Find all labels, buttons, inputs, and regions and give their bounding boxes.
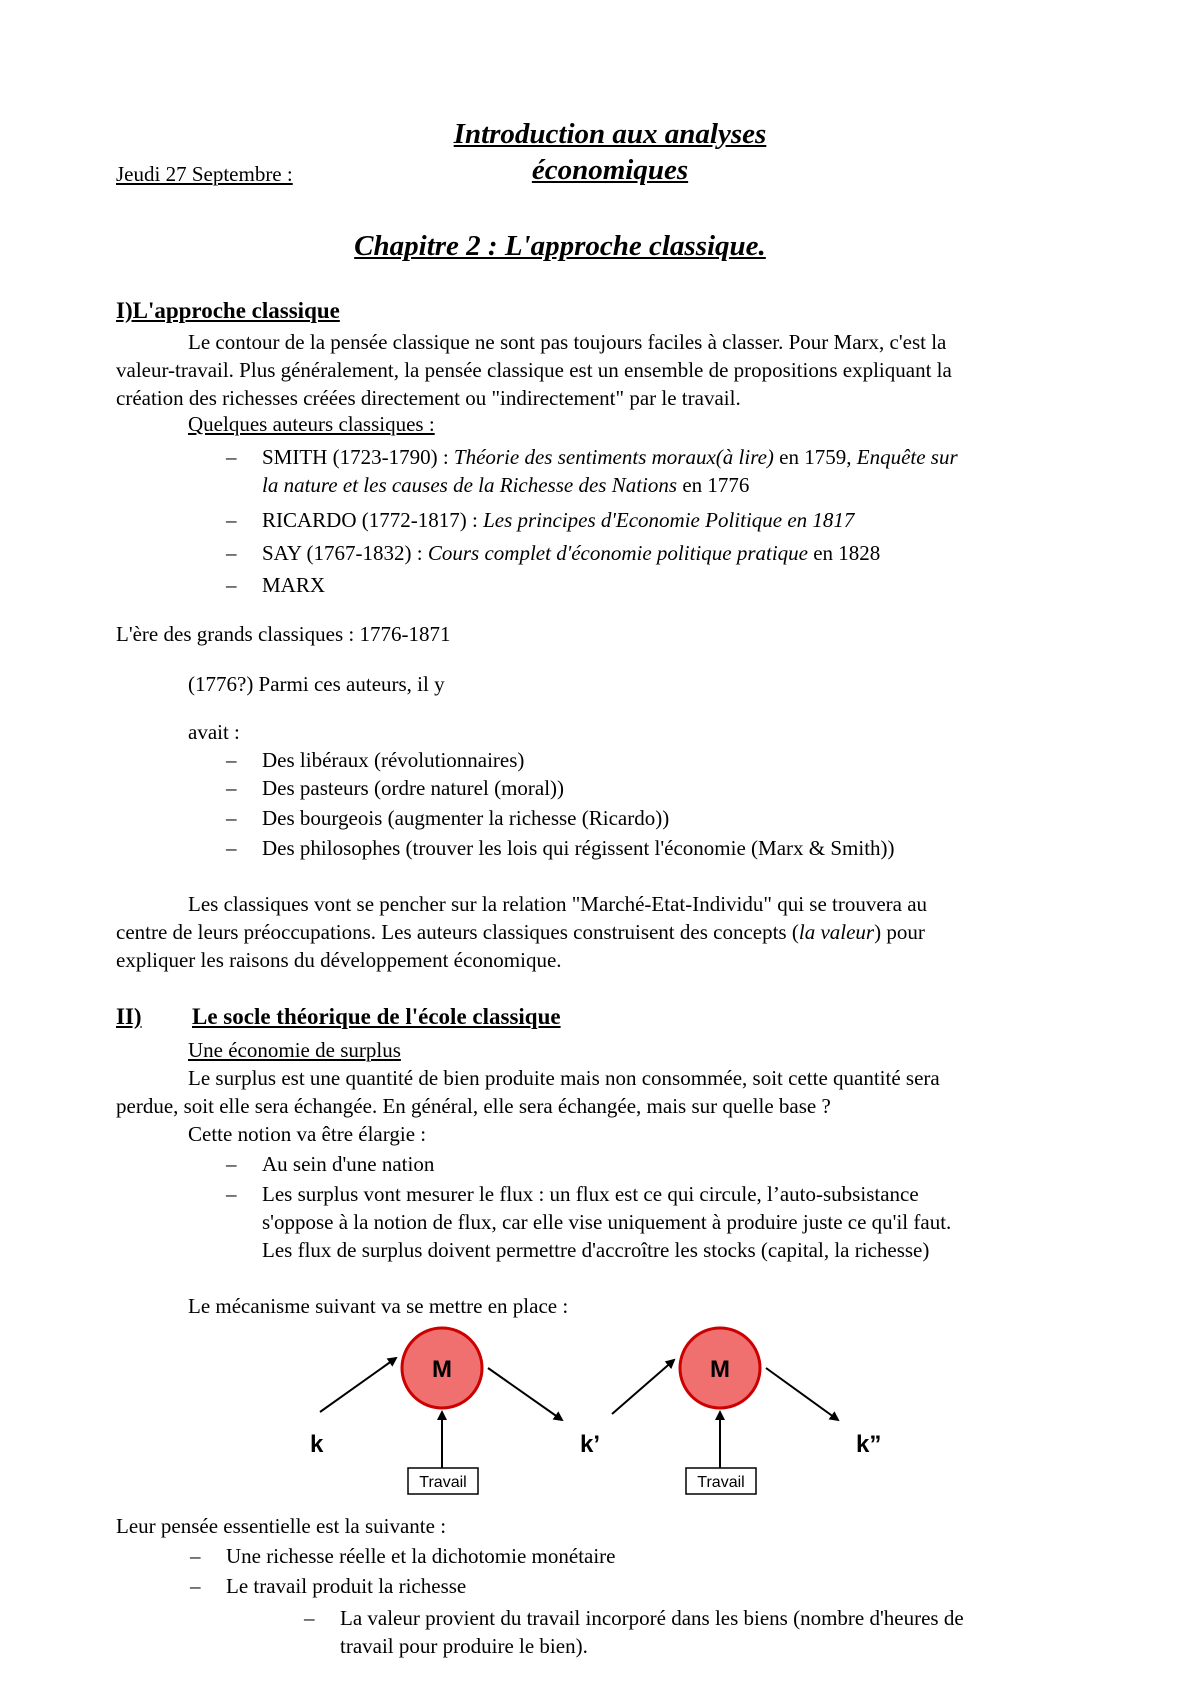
dash-bullet: – [226, 541, 237, 565]
group-item [226, 834, 1106, 862]
intro-line-1: Le contour de la pensée classique ne sont pas toujours faciles à classer. Pour Marx, c'est la [188, 330, 947, 354]
group-label: Des philosophes (trouver les lois qui régissent l'économie (Marx & Smith)) [262, 836, 895, 860]
intro-line-2: valeur-travail. Plus généralement, la pensée classique est un ensemble de propositions expliquant la [116, 358, 952, 382]
dash-bullet: – [226, 508, 237, 532]
intro-line-3: création des richesses créées directement ou "indirectement" par le travail. [116, 386, 741, 410]
group-item [226, 774, 1106, 802]
arrow-k1-to-m [612, 1360, 674, 1414]
dash-bullet: – [304, 1606, 315, 1630]
notion-item [226, 1180, 1106, 1208]
dash-bullet: – [226, 445, 237, 469]
dash-bullet: – [226, 806, 237, 830]
pensee-item-label: Le travail produit la richesse [226, 1574, 467, 1598]
dash-bullet: – [226, 776, 237, 800]
group-label: Des bourgeois (augmenter la richesse (Ricardo)) [262, 806, 670, 830]
k-prime-label: k’ [580, 1431, 601, 1458]
notion-item [226, 1150, 1106, 1178]
smith-name: SMITH (1723-1790) : [262, 445, 454, 469]
surplus-line-1: Le surplus est une quantité de bien produite mais non consommée, soit cette quantité sera [188, 1066, 940, 1090]
group-item [226, 804, 1106, 832]
dash-bullet: – [190, 1544, 201, 1568]
closing-line-3: expliquer les raisons du développement économique. [116, 948, 562, 972]
arrow-m-to-k2 [766, 1368, 838, 1420]
surplus-subheading: Une économie de surplus [188, 1038, 401, 1062]
say-end: en 1828 [807, 541, 881, 565]
smith-work-1: Théorie des sentiments moraux(à lire) [453, 445, 774, 469]
notion-item-label: Au sein d'une nation [262, 1152, 435, 1176]
date-label: Jeudi 27 Septembre : [116, 162, 293, 186]
sub-item-cont: travail pour produire le bien). [340, 1634, 588, 1658]
m-label: M [710, 1356, 730, 1383]
notion-item-cont-1: s'oppose à la notion de flux, car elle vise uniquement à produire juste ce qu'il faut. [262, 1210, 952, 1234]
closing-end: ) pour [874, 920, 925, 944]
smith-end: en 1776 [677, 473, 750, 497]
smith-work-2b: la nature et les causes de la Richesse des Nations [262, 473, 678, 497]
sub-item-label: La valeur provient du travail incorporé dans les biens (nombre d'heures de [340, 1606, 964, 1630]
section-2-number: II) [116, 1004, 142, 1029]
arrow-m-to-k1 [488, 1368, 562, 1420]
dash-bullet: – [226, 748, 237, 772]
parmi-line: (1776?) Parmi ces auteurs, il y [188, 672, 445, 696]
pensee-line: Leur pensée essentielle est la suivante : [116, 1514, 447, 1538]
pensee-item-label: Une richesse réelle et la dichotomie monétaire [226, 1544, 616, 1568]
group-item [226, 746, 1106, 774]
dash-bullet: – [226, 836, 237, 860]
travail-label: Travail [697, 1474, 745, 1491]
dash-bullet: – [226, 1182, 237, 1206]
surplus-line-2: perdue, soit elle sera échangée. En général, elle sera échangée, mais sur quelle base ? [116, 1094, 831, 1118]
authors-label: Quelques auteurs classiques : [188, 412, 435, 436]
surplus-mechanism-diagram [300, 1320, 940, 1510]
avait-line: avait : [188, 720, 240, 744]
k-double-prime-label: k” [856, 1431, 882, 1458]
author-say [226, 539, 1106, 567]
smith-mid: en 1759, [773, 445, 857, 469]
author-smith-cont [226, 471, 1106, 499]
travail-label: Travail [419, 1474, 467, 1491]
say-name: SAY (1767-1832) : [262, 541, 428, 565]
pensee-item [190, 1542, 1090, 1570]
page-title-line2: économiques [531, 154, 689, 186]
marx-name: MARX [262, 573, 326, 597]
closing-line-1: Les classiques vont se pencher sur la relation "Marché-Etat-Individu" qui se trouvera au [188, 892, 928, 916]
notion-line: Cette notion va être élargie : [188, 1122, 427, 1146]
m-label: M [432, 1356, 452, 1383]
dash-bullet: – [226, 1152, 237, 1176]
notion-item-label: Les surplus vont mesurer le flux : un flux est ce qui circule, l’auto-subsistance [262, 1182, 919, 1206]
section-2-heading: Le socle théorique de l'école classique [192, 1004, 561, 1029]
pensee-item [190, 1572, 1090, 1600]
k-label: k [310, 1431, 324, 1458]
mecanisme-line: Le mécanisme suivant va se mettre en place : [188, 1294, 569, 1318]
section-1-heading: I)L'approche classique [116, 298, 340, 323]
page-title-line1: Introduction aux analyses [453, 118, 767, 150]
arrow-k-to-m [320, 1358, 396, 1412]
closing-italic: la valeur [798, 920, 875, 944]
group-label: Des libéraux (révolutionnaires) [262, 748, 525, 772]
group-label: Des pasteurs (ordre naturel (moral)) [262, 776, 565, 800]
era-line: L'ère des grands classiques : 1776-1871 [116, 622, 451, 646]
dash-bullet: – [190, 1574, 201, 1598]
closing-text: centre de leurs préoccupations. Les auteurs classiques construisent des concepts ( [116, 920, 799, 944]
chapter-title: Chapitre 2 : L'approche classique. [354, 230, 766, 262]
closing-line-2 [116, 918, 925, 946]
smith-work-2a: Enquête sur [856, 445, 958, 469]
author-marx [226, 571, 1106, 599]
notion-item-cont-2: Les flux de surplus doivent permettre d'accroître les stocks (capital, la richesse) [262, 1238, 930, 1262]
say-work: Cours complet d'économie politique pratique [427, 541, 808, 565]
ricardo-work: Les principes d'Economie Politique en 1817 [483, 508, 855, 532]
dash-bullet: – [226, 573, 237, 597]
sub-item [304, 1604, 1104, 1632]
author-ricardo [226, 506, 1106, 534]
ricardo-name: RICARDO (1772-1817) : [262, 508, 484, 532]
